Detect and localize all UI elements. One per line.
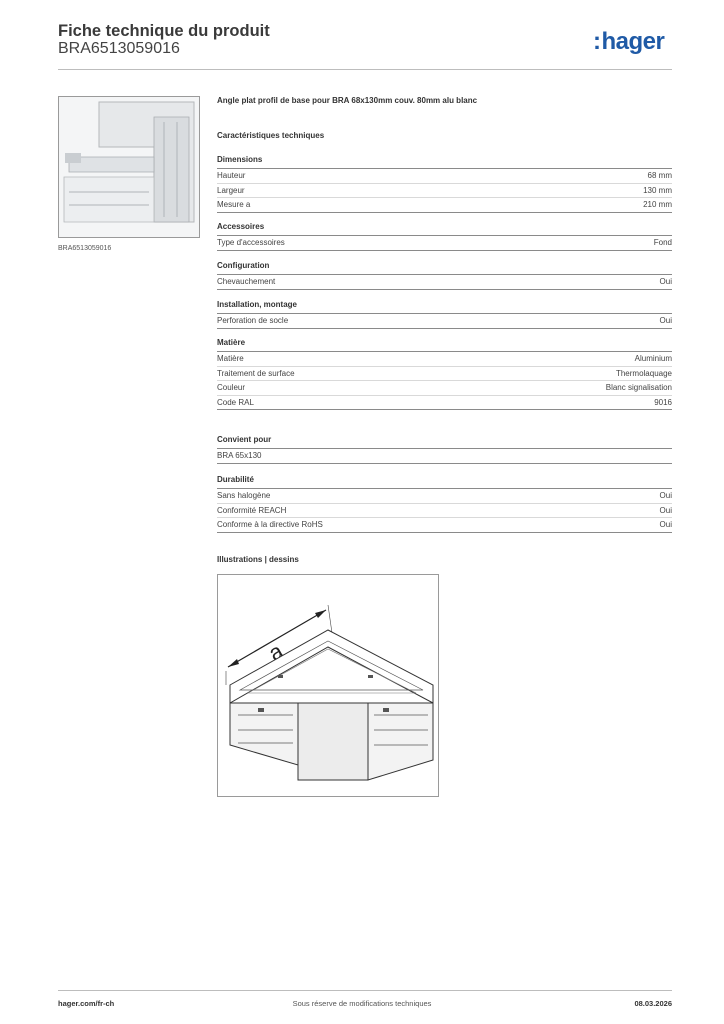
section-title: Configuration	[217, 261, 672, 275]
hager-logo[interactable]: :hager	[593, 28, 665, 55]
spec-row	[217, 275, 672, 290]
spec-row	[217, 489, 672, 504]
spec-value: Oui	[659, 277, 672, 286]
spec-value: 130 mm	[643, 185, 672, 195]
footer-notice: Sous réserve de modifications techniques	[292, 999, 432, 1008]
footer-website-link[interactable]: hager.com/fr-ch	[58, 999, 115, 1008]
technical-drawing	[217, 574, 439, 797]
section-title: Dimensions	[217, 155, 672, 169]
illustrations-heading: Illustrations | dessins	[217, 555, 299, 564]
photo-caption: BRA6513059016	[58, 245, 112, 252]
spec-row	[217, 314, 672, 329]
logo-text: hager	[601, 28, 665, 55]
footer-date: 08.03.2026	[634, 999, 672, 1008]
spec-value: Oui	[659, 491, 672, 500]
spec-row	[217, 169, 672, 184]
spec-row	[217, 367, 672, 382]
spec-label: Traitement de surface	[217, 368, 295, 378]
spec-row	[217, 198, 672, 213]
spec-value: 68 mm	[647, 171, 672, 180]
header-divider	[58, 69, 672, 70]
spec-value: Thermolaquage	[615, 368, 672, 378]
product-reference: BRA6513059016	[58, 40, 180, 57]
footer-divider	[58, 990, 672, 991]
spec-row	[217, 184, 672, 199]
section-installation	[217, 300, 672, 329]
section-configuration	[217, 261, 672, 290]
dimension-label: a	[264, 638, 288, 666]
spec-row	[217, 518, 672, 533]
technical-drawing-svg	[218, 575, 438, 796]
spec-value: Aluminium	[634, 354, 672, 363]
page-title: Fiche technique du produit	[58, 22, 270, 40]
spec-value: 210 mm	[643, 200, 672, 209]
section-accessoires	[217, 222, 672, 251]
product-photo	[58, 96, 200, 238]
spec-label: Type d'accessoires	[217, 238, 285, 247]
product-photo-illustration	[59, 97, 199, 237]
spec-value: Oui	[659, 505, 672, 515]
section-dimensions	[217, 155, 672, 213]
spec-label: Chevauchement	[217, 277, 276, 286]
section-convient-pour	[217, 435, 672, 464]
spec-value: Blanc signalisation	[605, 383, 672, 392]
spec-label: Code RAL	[217, 397, 254, 407]
spec-label: Sans halogène	[217, 491, 271, 500]
spec-row	[217, 504, 672, 519]
spec-value: 9016	[654, 397, 672, 407]
spec-value: Oui	[659, 520, 672, 529]
section-title: Durabilité	[217, 475, 672, 489]
spec-row	[217, 449, 672, 464]
product-title: Angle plat profil de base pour BRA 68x130mm couv. 80mm alu blanc	[217, 96, 478, 105]
section-durabilite	[217, 475, 672, 533]
section-title: Matière	[217, 338, 672, 352]
spec-row	[217, 396, 672, 411]
section-title: Convient pour	[217, 435, 672, 449]
section-title: Accessoires	[217, 222, 672, 236]
spec-row	[217, 236, 672, 251]
spec-row	[217, 352, 672, 367]
spec-label: Mesure a	[217, 200, 251, 209]
spec-label: Conformité REACH	[217, 505, 287, 515]
section-title: Installation, montage	[217, 300, 672, 314]
spec-label: Largeur	[217, 185, 245, 195]
spec-row	[217, 381, 672, 396]
spec-label: Conforme à la directive RoHS	[217, 520, 323, 529]
spec-value: Fond	[653, 238, 672, 247]
spec-label: Couleur	[217, 383, 246, 392]
technical-heading: Caractéristiques techniques	[217, 131, 325, 140]
spec-label: Matière	[217, 354, 244, 363]
spec-label: BRA 65x130	[217, 451, 262, 460]
spec-value: Oui	[659, 316, 672, 325]
section-matiere	[217, 338, 672, 410]
spec-label: Perforation de socle	[217, 316, 289, 325]
spec-label: Hauteur	[217, 171, 246, 180]
